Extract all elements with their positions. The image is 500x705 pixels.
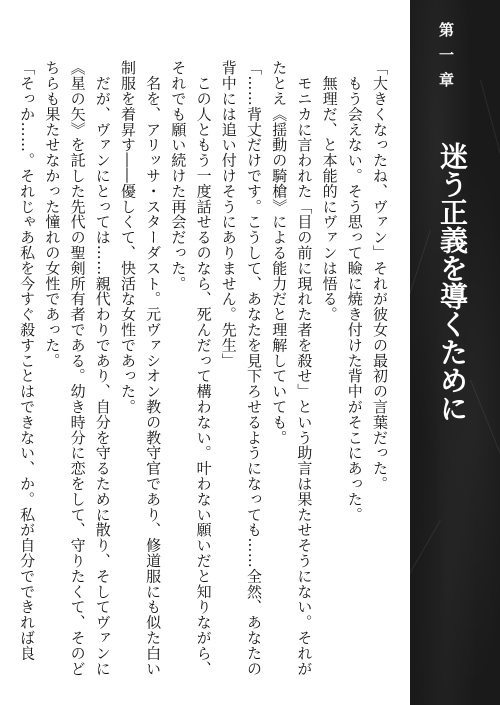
body-line: 「そっか……。それじゃあ私を今すぐ殺すことはできない、か。私が自分でできれば良	[18, 60, 37, 661]
body-line: この人ともう一度話せるのなら、死んだって構わない。叶わない願いだと知りながら、	[194, 60, 213, 676]
chapter-number: 第一章	[437, 22, 455, 97]
body-line: それでも願い続けた再会だった。	[169, 60, 188, 291]
body-line: モニカに言われた「目の前に現れた者を殺せ」という助言は果たせそうにない。それが	[295, 60, 314, 676]
body-line: 「……背丈だけです。こうして、あなたを見下ろせるようになっても……全然、あなたの	[244, 60, 263, 676]
body-line: 背中には追い付けそうにありません。先生」	[219, 60, 238, 368]
body-line: たとえ《揺動の騎槍》による能力だと理解していても。	[270, 60, 289, 445]
body-text	[14, 60, 392, 676]
body-line: 制服を着昇す――優しくて、快活な女性であった。	[118, 60, 137, 415]
body-line: ちらも果たせなかった憧れの女性であった。	[43, 60, 62, 368]
body-line: 「大きくなったね、ヴァン」それが彼女の最初の言葉だった。	[371, 60, 389, 492]
body-line: だが、ヴァンにとっては……親代わりであり、自分を守るために散り、そしてヴァンに	[93, 60, 112, 676]
body-line: 《星の矢》を託した先代の聖剣所有者である。幼き時分に恋をして、守りたくて、そのど	[68, 60, 87, 676]
body-line: 名を、アリッサ・スターダスト。元ヴァシオン教の教守官であり、修道服にも似た白い	[144, 60, 163, 676]
chapter-title: 迷う正義を導くために	[436, 142, 469, 422]
body-line: もう会えない。そう思って瞼に焼き付けた背中がそこにあった。	[345, 60, 364, 522]
body-line: 無理だ、と本能的にヴァンは悟る。	[320, 60, 339, 322]
